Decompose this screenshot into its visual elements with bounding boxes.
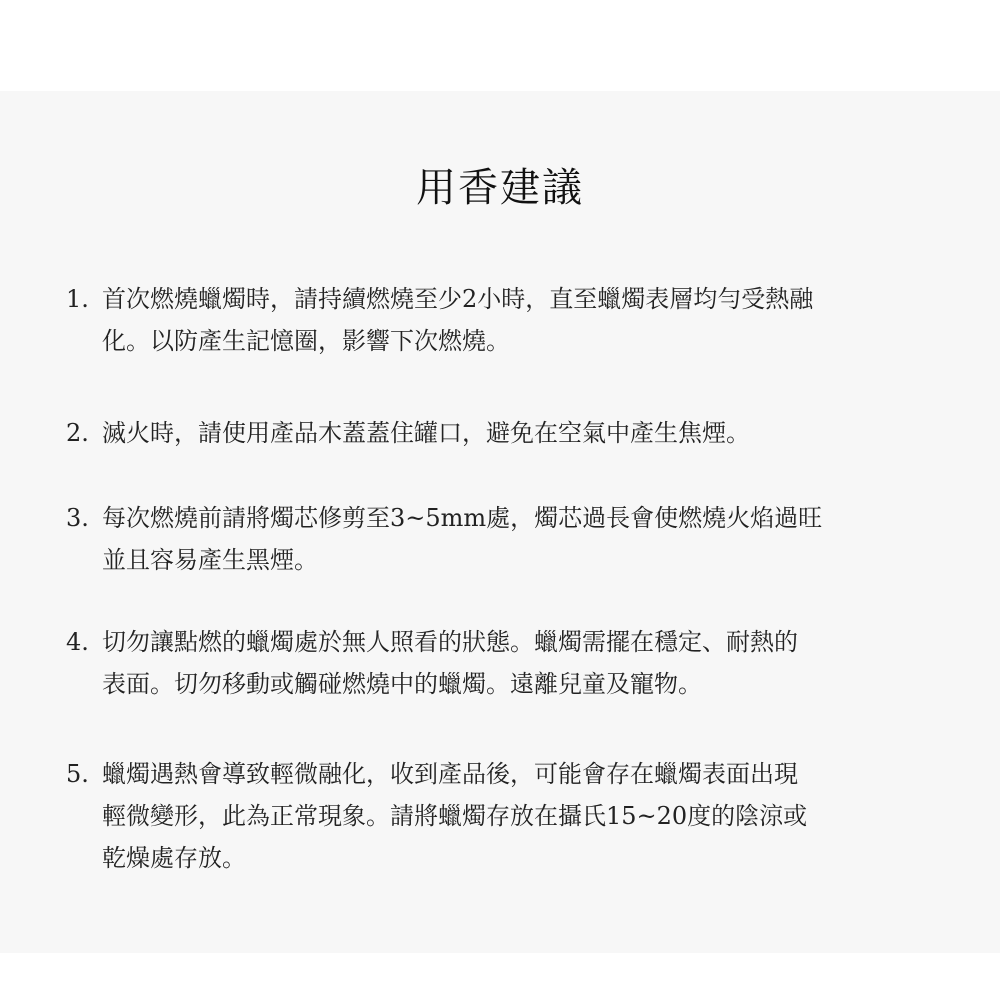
list-item <box>66 753 956 879</box>
item-text-line: 蠟燭遇熱會導致輕微融化，收到產品後，可能會存在蠟燭表面出現 <box>102 760 798 788</box>
list-item <box>66 412 956 454</box>
page-title: 用香建議 <box>416 165 584 211</box>
item-text-line: 切勿讓點燃的蠟燭處於無人照看的狀態。蠟燭需擺在穩定、耐熱的 <box>102 628 798 656</box>
list-item <box>66 497 956 581</box>
item-text-line: 首次燃燒蠟燭時，請持續燃燒至少2小時，直至蠟燭表層均勻受熱融 <box>102 285 814 313</box>
item-number: 2. <box>66 419 89 447</box>
list-item <box>66 278 956 362</box>
item-number: 3. <box>66 504 89 532</box>
item-text-line: 表面。切勿移動或觸碰燃燒中的蠟燭。遠離兒童及寵物。 <box>102 670 702 698</box>
item-number: 1. <box>66 285 89 313</box>
list-item <box>66 621 956 705</box>
item-text-line: 輕微變形，此為正常現象。請將蠟燭存放在攝氏15~20度的陰涼或 <box>102 802 808 830</box>
item-text-line: 每次燃燒前請將燭芯修剪至3~5mm處，燭芯過長會使燃燒火焰過旺 <box>102 504 823 532</box>
item-text-line: 滅火時，請使用產品木蓋蓋住罐口，避免在空氣中產生焦煙。 <box>102 419 750 447</box>
item-number: 4. <box>66 628 89 656</box>
item-text-line: 乾燥處存放。 <box>102 844 246 872</box>
item-number: 5. <box>66 760 89 788</box>
item-text-line: 化。以防產生記憶圈，影響下次燃燒。 <box>102 327 510 355</box>
item-text-line: 並且容易產生黑煙。 <box>102 546 318 574</box>
